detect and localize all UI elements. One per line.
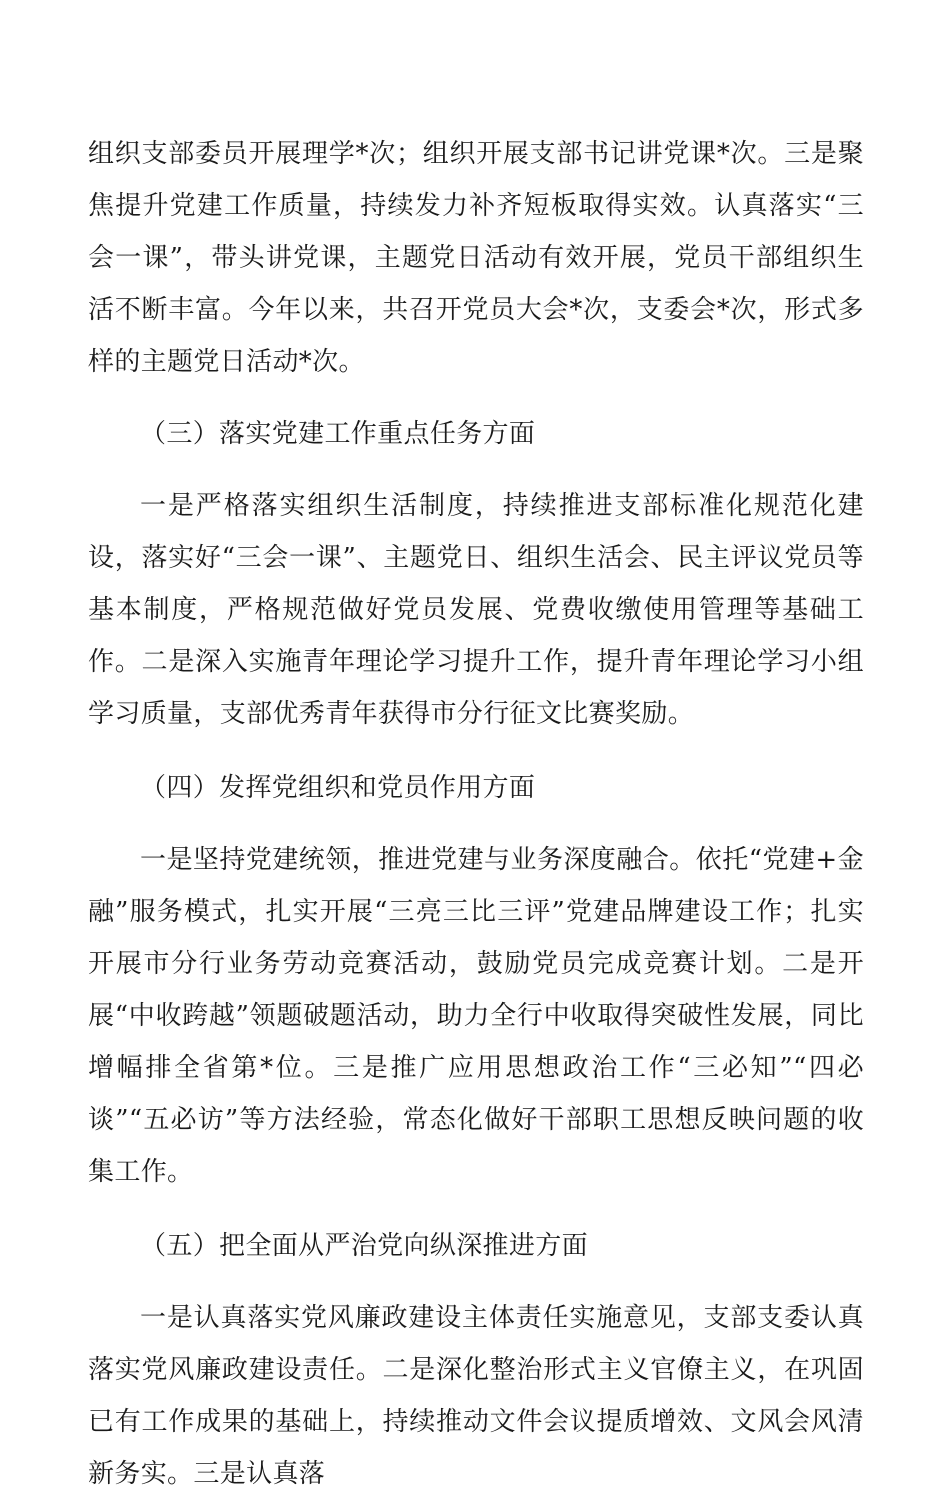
document-body [88, 128, 864, 1500]
section-heading-3: （三）落实党建工作重点任务方面 [140, 419, 536, 449]
paragraph-gap [88, 460, 864, 480]
section-3-paragraph: 一是严格落实组织生活制度，持续推进支部标准化规范化建设，落实好“三会一课”、主题党日、组织生活会、民主评议党员等基本制度，严格规范做好党员发展、党费收缴使用管理等基础工作。二是深入实施青年理论学习提升工作，提升青年理论学习小组学习质量，支部优秀青年获得市分行征文比赛奖励。 [88, 491, 864, 729]
paragraph-gap [88, 1272, 864, 1292]
section-5-paragraph: 一是认真落实党风廉政建设主体责任实施意见，支部支委认真落实党风廉政建设责任。二是深化整治形式主义官僚主义，在巩固已有工作成果的基础上，持续推动文件会议提质增效、文风会风清新务实。三是认真落 [88, 1303, 864, 1489]
section-4-paragraph: 一是坚持党建统领，推进党建与业务深度融合。依托“党建+金融”服务模式，扎实开展“三亮三比三评”党建品牌建设工作；扎实开展市分行业务劳动竞赛活动，鼓励党员完成竞赛计划。二是开展“中收跨越”领题破题活动，助力全行中收取得突破性发展，同比增幅排全省第*位。三是推广应用思想政治工作“三必知”“四必谈”“五必访”等方法经验，常态化做好干部职工思想反映问题的收集工作。 [88, 845, 864, 1187]
section-heading-5: （五）把全面从严治党向纵深推进方面 [140, 1231, 588, 1261]
paragraph-gap [88, 388, 864, 408]
paragraph-gap [88, 1198, 864, 1220]
paragraph-gap [88, 740, 864, 762]
section-heading-4: （四）发挥党组织和党员作用方面 [140, 773, 536, 803]
paragraph-continued: 组织支部委员开展理学*次；组织开展支部书记讲党课*次。三是聚焦提升党建工作质量，持续发力补齐短板取得实效。认真落实“三会一课”，带头讲党课，主题党日活动有效开展，党员干部组织生活不断丰富。今年以来，共召开党员大会*次，支委会*次，形式多样的主题党日活动*次。 [88, 139, 864, 377]
paragraph-gap [88, 814, 864, 834]
